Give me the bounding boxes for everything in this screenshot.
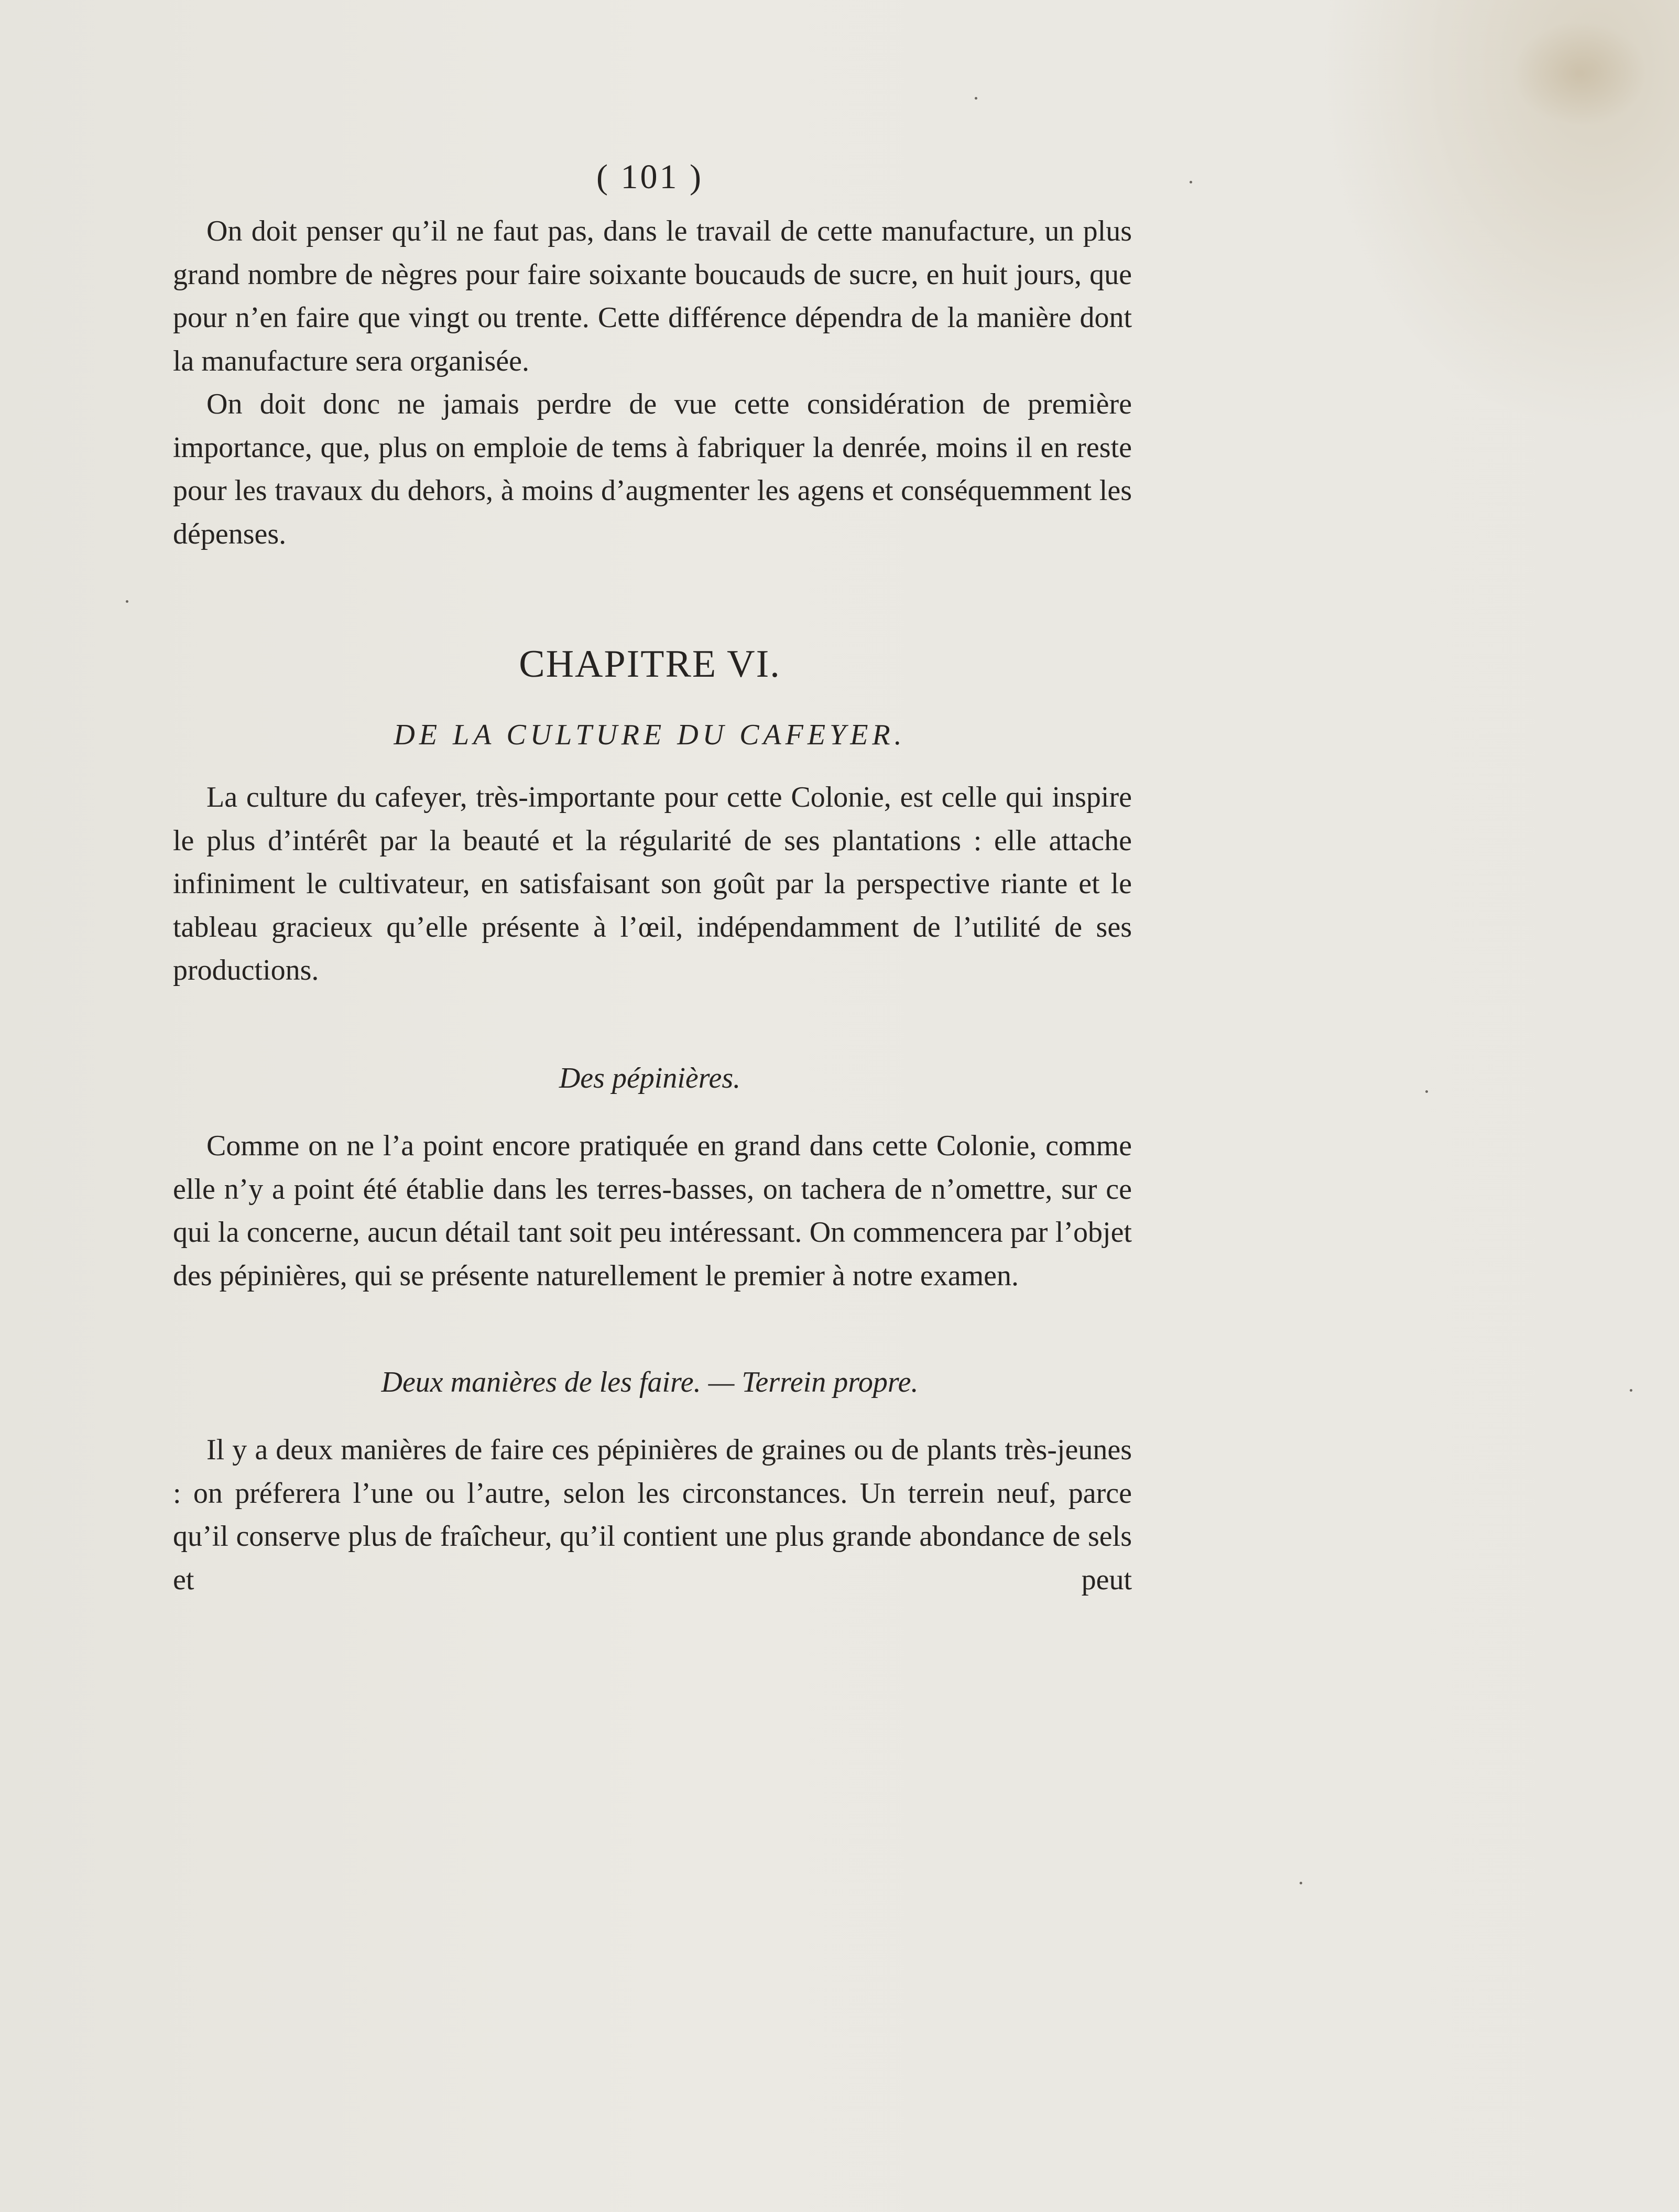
page-number: ( 101 ) [596, 158, 703, 196]
paragraph-sugar-manufacture [173, 210, 1132, 556]
paper-speck [1300, 1882, 1302, 1884]
section-heading-nurseries: Des pépinières. [559, 1062, 741, 1094]
paragraph-5: Il y a deux manières de faire ces pépinières de graines ou de plants très-jeunes : on préferera l’une ou l’autre, selon les circonstances. Un terrein neuf, parce qu’il conserve plus de fraîcheur, qu’il contient une plus grande abondance de sels et peut [173, 1434, 1132, 1596]
paper-speck [1425, 1090, 1428, 1093]
paper-speck [1190, 181, 1192, 183]
paragraph-coffee-culture [173, 776, 1132, 992]
paper-speck [1630, 1389, 1632, 1392]
chapter-subtitle: DE LA CULTURE DU CAFEYER. [394, 719, 906, 751]
paper-speck [126, 600, 128, 603]
paragraph-2: On doit donc ne jamais perdre de vue cette considération de première importance, que, plus on emploie de tems à fabriquer la denrée, moins il en reste pour les travaux du dehors, à moins d’augmenter les agens et conséquemment les dépenses. [173, 388, 1132, 550]
paper-speck [975, 97, 977, 100]
section-heading-two-methods: Deux manières de les faire. — Terrein propre. [381, 1366, 919, 1398]
paragraph-nurseries [173, 1124, 1132, 1297]
paragraph-1: On doit penser qu’il ne faut pas, dans le travail de cette manufacture, un plus grand nombre de nègres pour faire soixante boucauds de sucre, en huit jours, que pour n’en faire que vingt ou trente. Cette différence dépendra de la manière dont la manufacture sera organisée. [173, 215, 1132, 377]
paragraph-3: La culture du cafeyer, très-importante pour cette Colonie, est celle qui inspire le plus d’intérêt par la beauté et la régularité de ses plantations : elle attache infiniment le cultivateur, en satisfaisant son goût par la perspective riante et le tableau gracieux qu’elle présente à l’œil, indépendamment de l’utilité de ses productions. [173, 781, 1132, 986]
paragraph-4: Comme on ne l’a point encore pratiquée en grand dans cette Colonie, comme elle n’y a point été établie dans les terres-basses, on tachera de n’omettre, sur ce qui la concerne, aucun détail tant soit peu intéressant. On commencera par l’objet des pépinières, qui se présente naturellement le premier à notre examen. [173, 1130, 1132, 1292]
paragraph-two-methods [173, 1428, 1132, 1601]
chapter-title: CHAPITRE VI. [519, 643, 781, 686]
paper-stain [1511, 21, 1648, 126]
